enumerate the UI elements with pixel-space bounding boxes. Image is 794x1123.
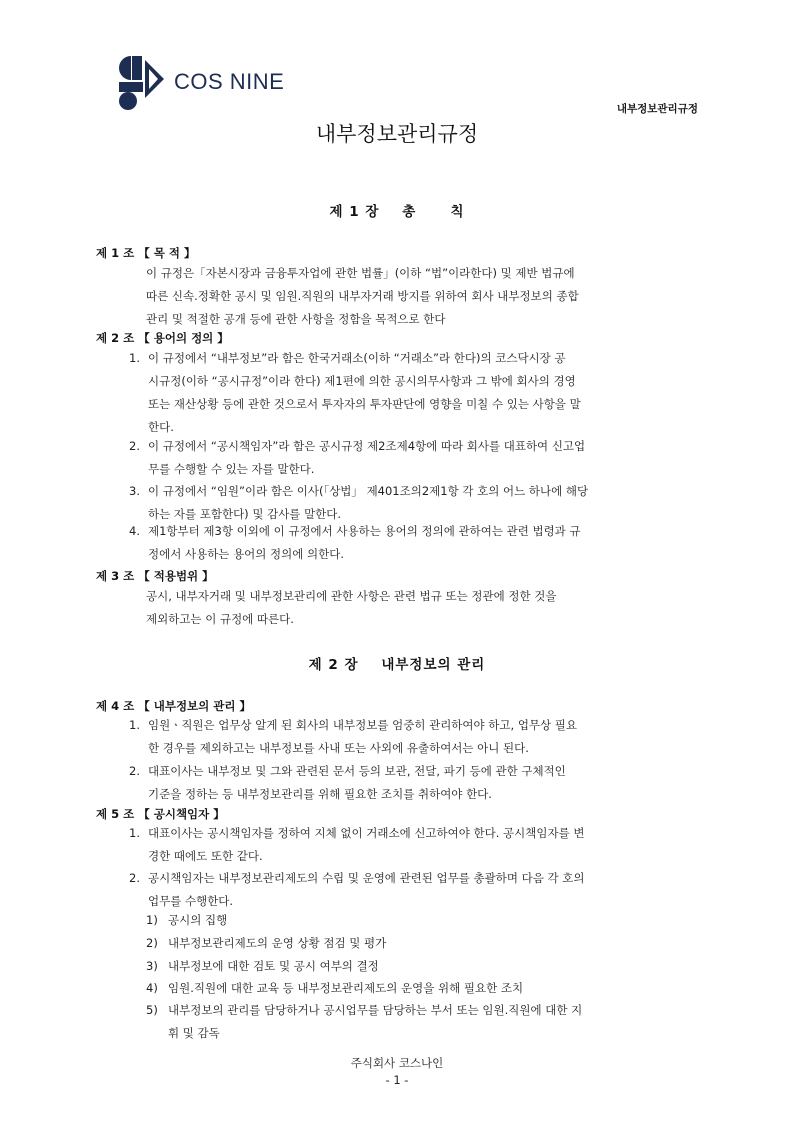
chapter-2-number: 제 2 장 bbox=[308, 657, 359, 673]
chapter-2-heading bbox=[0, 653, 794, 673]
item-line: 하는 자를 포함한다) 및 감사를 말한다. bbox=[148, 507, 342, 521]
item-number: 1. bbox=[129, 351, 140, 365]
item-line: 이 규정에서 “공시책임자”라 함은 공시규정 제2조제4항에 따라 회사를 대표하여 신고업 bbox=[148, 439, 586, 453]
item-number: 2. bbox=[129, 764, 140, 778]
subitem-number: 2) bbox=[146, 936, 158, 950]
page-number: - 1 - bbox=[385, 1073, 409, 1087]
item-line: 임원ㆍ직원은 업무상 알게 된 회사의 내부정보를 엄중히 관리하여야 하고, 업무상 필요 bbox=[148, 718, 578, 732]
item-line: 시규정(이하 “공시규정”이라 한다) 제1편에 의한 공시의무사항과 그 밖에 회사의 경영 bbox=[148, 374, 576, 388]
subitem-text: 공시의 집행 bbox=[168, 913, 228, 927]
article-2-item-1 bbox=[120, 347, 702, 439]
item-line: 이 규정에서 “임원”이라 함은 이사(「상법」 제401조의2제1항 각 호의 어느 하나에 해당 bbox=[148, 484, 589, 498]
article-2-heading: 제 2 조 【 용어의 정의 】 bbox=[96, 331, 229, 345]
chapter-1-heading bbox=[0, 200, 794, 220]
company-logo bbox=[118, 55, 288, 113]
item-line: 정에서 사용하는 용어의 정의에 의한다. bbox=[148, 547, 345, 561]
article-5-subitem-5 bbox=[146, 999, 702, 1045]
subitem-number: 3) bbox=[146, 959, 158, 973]
subitem-text: 임원.직원에 대한 교육 등 내부정보관리제도의 운영을 위해 필요한 조치 bbox=[168, 981, 524, 995]
article-4-item-2 bbox=[120, 760, 702, 806]
subitem-text-continued: 휘 및 감독 bbox=[168, 1026, 220, 1040]
article-5-item-1 bbox=[120, 822, 702, 868]
article-2-item-4 bbox=[120, 520, 702, 566]
article-3-heading: 제 3 조 【 적용범위 】 bbox=[96, 569, 214, 583]
article-3-line: 공시, 내부자거래 및 내부정보관리에 관한 사항은 관련 법규 또는 정관에 정한 것을 bbox=[146, 589, 557, 603]
chapter-1-title-a: 총 bbox=[402, 204, 417, 220]
item-line: 한 경우를 제외하고는 내부정보를 사내 또는 사외에 유출하여서는 아니 된다. bbox=[148, 741, 529, 755]
subitem-text: 내부정보에 대한 검토 및 공시 여부의 결정 bbox=[168, 959, 379, 973]
article-5-heading: 제 5 조 【 공시책임자 】 bbox=[96, 807, 225, 821]
item-line: 업무를 수행한다. bbox=[148, 894, 234, 908]
item-line: 공시책임자는 내부정보관리제도의 수립 및 운영에 관련된 업무를 총괄하며 다음 각 호의 bbox=[148, 871, 585, 885]
article-2-item-2 bbox=[120, 435, 702, 481]
item-line: 경한 때에도 또한 같다. bbox=[148, 849, 263, 863]
cos-nine-logo-icon bbox=[118, 55, 168, 113]
item-number: 4. bbox=[129, 524, 140, 538]
item-number: 2. bbox=[129, 439, 140, 453]
article-5-subitem-1 bbox=[146, 909, 702, 932]
article-1-line: 따른 신속.정확한 공시 및 임원.직원의 내부자거래 방지를 위하여 회사 내부정보의 종합 bbox=[146, 289, 579, 303]
chapter-1-number: 제 1 장 bbox=[329, 204, 380, 220]
subitem-text: 내부정보의 관리를 담당하거나 공시업무를 담당하는 부서 또는 임원.직원에 대한 지 bbox=[168, 1003, 583, 1017]
footer bbox=[0, 1055, 794, 1089]
item-line: 기준을 정하는 등 내부정보관리를 위해 필요한 조치를 취하여야 한다. bbox=[148, 787, 492, 801]
article-1-heading: 제 1 조 【 목 적 】 bbox=[96, 246, 196, 260]
item-line: 또는 재산상황 등에 관한 것으로서 투자자의 투자판단에 영향을 미칠 수 있는 사항을 말 bbox=[148, 397, 581, 411]
item-line: 제1항부터 제3항 이외에 이 규정에서 사용하는 용어의 정의에 관하여는 관련 법령과 규 bbox=[148, 524, 581, 538]
item-line: 대표이사는 공시책임자를 정하여 지체 없이 거래소에 신고하여야 한다. 공시책임자를 변 bbox=[148, 826, 585, 840]
chapter-2-title: 내부정보의 관리 bbox=[381, 657, 486, 673]
header-doc-label: 내부정보관리규정 bbox=[616, 103, 698, 115]
subitem-text: 내부정보관리제도의 운영 상황 점검 및 평가 bbox=[168, 936, 387, 950]
item-line: 한다. bbox=[148, 420, 174, 434]
article-4-heading: 제 4 조 【 내부정보의 관리 】 bbox=[96, 699, 252, 713]
item-number: 3. bbox=[129, 484, 140, 498]
article-3-body bbox=[146, 585, 702, 631]
article-5-item-2 bbox=[120, 867, 702, 913]
logo-brand-text: COS NINE bbox=[174, 69, 285, 94]
article-1-body bbox=[146, 262, 702, 331]
article-3-line: 제외하고는 이 규정에 따른다. bbox=[146, 612, 294, 626]
item-line: 이 규정에서 “내부정보”라 함은 한국거래소(이하 “거래소”라 한다)의 코스닥시장 공 bbox=[148, 351, 566, 365]
article-4-item-1 bbox=[120, 714, 702, 760]
article-1-line: 이 규정은「자본시장과 금융투자업에 관한 법률」(이하 “법”이라한다) 및 제반 법규에 bbox=[146, 266, 575, 280]
article-5-subitem-2 bbox=[146, 932, 702, 955]
subitem-number: 1) bbox=[146, 913, 158, 927]
item-number: 1. bbox=[129, 826, 140, 840]
item-number: 1. bbox=[129, 718, 140, 732]
subitem-number: 5) bbox=[146, 1003, 158, 1017]
item-line: 무를 수행할 수 있는 자를 말한다. bbox=[148, 462, 315, 476]
article-5-subitem-3 bbox=[146, 955, 702, 978]
chapter-1-title-b: 칙 bbox=[450, 204, 465, 220]
article-5-subitem-4 bbox=[146, 977, 702, 1000]
page-title: 내부정보관리규정 bbox=[315, 122, 479, 146]
item-line: 대표이사는 내부정보 및 그와 관련된 문서 등의 보관, 전달, 파기 등에 관한 구체적인 bbox=[148, 764, 566, 778]
footer-company: 주식회사 코스나인 bbox=[350, 1056, 444, 1070]
subitem-number: 4) bbox=[146, 981, 158, 995]
article-1-line: 관리 및 적절한 공개 등에 관한 사항을 정함을 목적으로 한다 bbox=[146, 312, 446, 326]
item-number: 2. bbox=[129, 871, 140, 885]
